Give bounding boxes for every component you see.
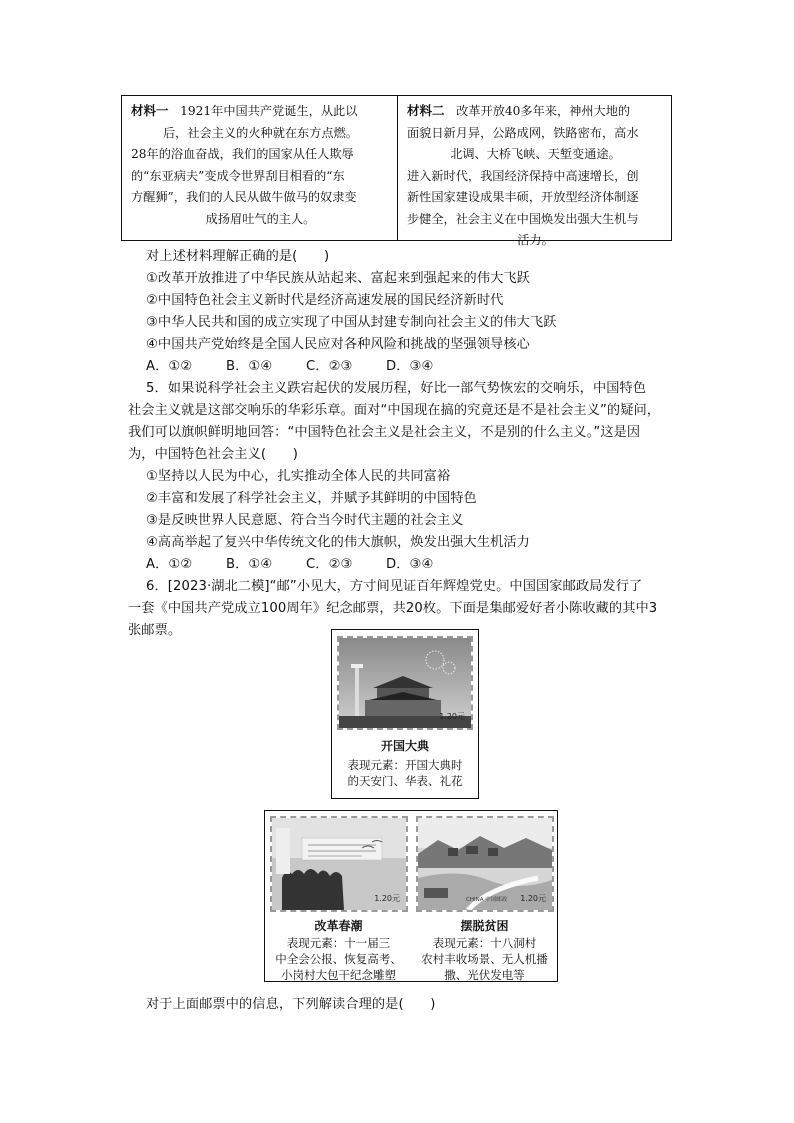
q6-question: 对于上面邮票中的信息，下列解读合理的是( ) — [146, 997, 436, 1012]
q4-answer-d[interactable]: D．③④ — [386, 359, 434, 374]
material-one-cell — [122, 96, 398, 240]
stamp-title: 摆脱贫困 — [460, 919, 509, 933]
material-two-line: 面貌日新月异，公路成网，铁路密布，高水 — [407, 125, 639, 140]
q5-line: 5．如果说科学社会主义跌宕起伏的发展历程，好比一部气势恢宏的交响乐，中国特色 — [146, 381, 647, 396]
q5-option-4: ④高高举起了复兴中华传统文化的伟大旗帜，焕发出强大生机活力 — [146, 535, 530, 550]
q5-answers — [146, 553, 433, 572]
material-two-line: 进入新时代，我国经济保持中高速增长，创 — [407, 168, 639, 183]
stamp-price: 1.20元 — [374, 894, 400, 903]
q4-stem: 对上述材料理解正确的是( ) — [146, 249, 330, 264]
stamp-image — [270, 816, 408, 912]
q6-line: 6．[2023·湖北二模]“邮”小见大，方寸间见证百年辉煌党史。中国国家邮政局发行了 — [146, 579, 643, 594]
q5-answer-c[interactable]: C．②③ — [306, 557, 353, 572]
stamp-image — [337, 636, 473, 730]
stamp-country: CHINA 中国邮政 — [466, 897, 508, 903]
stamp-price: 1.20元 — [520, 894, 546, 903]
q5-answer-d[interactable]: D．③④ — [386, 557, 434, 572]
stamp-title: 改革春潮 — [314, 919, 363, 933]
stamp-desc: 中全会公报、恢复高考、 — [275, 952, 402, 966]
stamp-desc: 小岗村大包干纪念雕塑 — [281, 968, 396, 982]
q4-answer-a[interactable]: A．①② — [146, 359, 193, 374]
q5-line: 为，中国特色社会主义( ) — [128, 447, 298, 462]
stamp-founding-ceremony — [331, 629, 479, 799]
q5-line: 社会主义就是这部交响乐的华彩乐章。面对“中国现在搞的究竟还是不是社会主义”的疑问， — [128, 403, 661, 418]
stamp-desc: 表现元素：十一届三 — [286, 936, 391, 950]
material-two-line: 活力。 — [517, 233, 554, 247]
q4-answers — [146, 355, 433, 374]
stamp-desc: 表现元素：开国大典时 — [347, 758, 463, 772]
q5-option-2: ②丰富和发展了科学社会主义，并赋予其鲜明的中国特色 — [146, 491, 477, 506]
q5-answer-b[interactable]: B．①④ — [226, 557, 273, 572]
stamp-caption — [332, 738, 478, 789]
stamp-desc: 表现元素：十八洞村 — [432, 936, 537, 950]
material-one-line: 的“东亚病夫”变成令世界刮目相看的“东 — [131, 168, 345, 183]
q4-answer-b[interactable]: B．①④ — [226, 359, 273, 374]
q4-option-2: ②中国特色社会主义新时代是经济高速发展的国民经济新时代 — [146, 293, 504, 308]
stamp-price: 1.20元 — [439, 712, 465, 721]
stamp-desc: 的天安门、华表、礼花 — [347, 774, 463, 788]
material-one-line: 1921年中国共产党诞生，从此以 — [180, 104, 358, 118]
material-two-label: 材料二 — [407, 103, 445, 118]
material-one-line: 后，社会主义的火种就在东方点燃。 — [163, 125, 358, 140]
material-one-label: 材料一 — [131, 103, 169, 118]
stamp-caption — [265, 918, 412, 983]
q5-answer-a[interactable]: A．①② — [146, 557, 193, 572]
stamps-reform-poverty — [264, 810, 558, 982]
stamp-image — [416, 816, 554, 912]
q4-answer-c[interactable]: C．②③ — [306, 359, 353, 374]
material-two-line: 新性国家建设成果丰硕，开放型经济体制逐 — [407, 190, 639, 204]
q4-option-4: ④中国共产党始终是全国人民应对各种风险和挑战的坚强领导核心 — [146, 337, 530, 352]
stamp-title: 开国大典 — [380, 739, 429, 753]
q5-option-1: ①坚持以人民为中心，扎实推动全体人民的共同富裕 — [146, 469, 451, 484]
q4-option-3: ③中华人民共和国的成立实现了中国从封建专制向社会主义的伟大飞跃 — [146, 315, 557, 330]
material-one-line: 成扬眉吐气的主人。 — [205, 211, 316, 226]
q6-line: 张邮票。 — [128, 623, 182, 638]
material-two-line: 步健全，社会主义在中国焕发出强大生机与 — [407, 211, 639, 226]
material-two-line: 北调、大桥飞峡、天堑变通途。 — [450, 147, 621, 161]
material-two-cell — [398, 96, 671, 247]
material-two-line: 改革开放40多年来，神州大地的 — [456, 104, 631, 118]
q6-line: 一套《中国共产党成立100周年》纪念邮票，共20枚。下面是集邮爱好者小陈收藏的其中3 — [128, 601, 658, 616]
stamp-desc: 撒、光伏发电等 — [444, 968, 525, 982]
material-one-line: 28年的浴血奋战，我们的国家从任人欺辱 — [131, 147, 354, 161]
q5-option-3: ③是反映世界人民意愿、符合当今时代主题的社会主义 — [146, 513, 464, 528]
q5-line: 我们可以旗帜鲜明地回答：“中国特色社会主义是社会主义，不是别的什么主义。”这是因 — [128, 425, 641, 440]
material-one-line: 方醒狮”，我们的人民从做牛做马的奴隶变 — [131, 190, 357, 204]
stamp-caption — [412, 918, 557, 983]
materials-table — [121, 95, 672, 247]
stamp-desc: 农村丰收场景、无人机播 — [421, 952, 548, 966]
q4-option-1: ①改革开放推进了中华民族从站起来、富起来到强起来的伟大飞跃 — [146, 271, 530, 286]
